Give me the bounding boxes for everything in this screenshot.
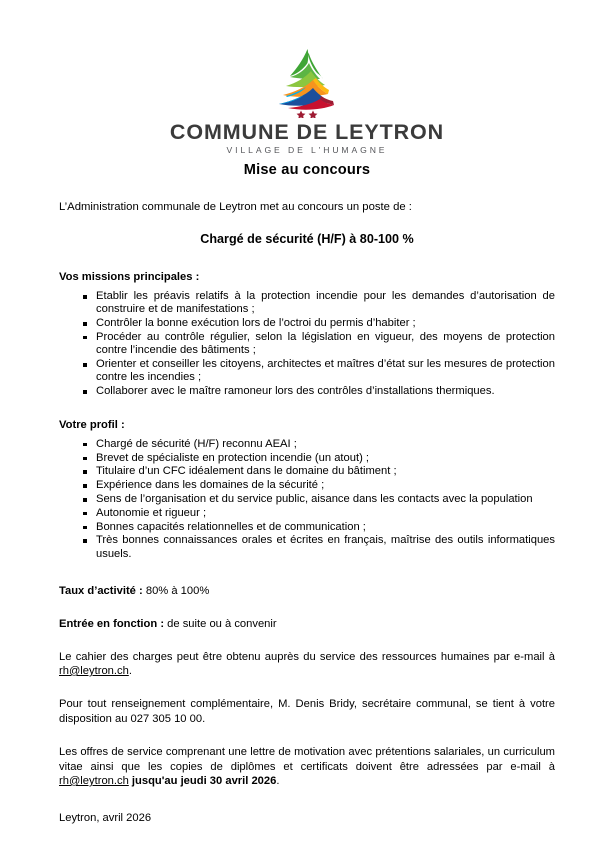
list-item: Etablir les préavis relatifs à la protection incendie pour les demandes d’autorisation de construire et de manifestations ; xyxy=(83,290,555,317)
offers-text-before: Les offres de service comprenant une lettre de motivation avec prétentions salariales, un curriculum vitae ainsi que les copies de diplômes et certificats doivent être adressées par e-mail à xyxy=(59,746,555,773)
offers-text-after: . xyxy=(276,774,280,787)
list-item: Autonomie et rigueur ; xyxy=(83,507,555,520)
email-link-rh[interactable]: rh@leytron.ch xyxy=(59,664,129,677)
email-link-rh-2[interactable]: rh@leytron.ch xyxy=(59,774,129,787)
charges-paragraph xyxy=(59,650,555,679)
page-title: Mise au concours xyxy=(243,162,371,178)
activity-rate-label: Taux d’activité : xyxy=(59,584,143,597)
list-item: Brevet de spécialiste en protection incendie (un atout) ; xyxy=(83,452,555,465)
list-item: Titulaire d’un CFC idéalement dans le domaine du bâtiment ; xyxy=(83,465,555,478)
activity-rate-value: 80% à 100% xyxy=(142,584,210,597)
charges-text-after: . xyxy=(128,664,132,677)
list-item: Chargé de sécurité (H/F) reconnu AEAI ; xyxy=(83,438,555,451)
list-item: Procéder au contrôle régulier, selon la législation en vigueur, des moyens de protection contre l’incendie des bâtiments ; xyxy=(83,331,555,358)
start-date xyxy=(59,617,555,631)
list-item: Très bonnes connaissances orales et écrites en français, maîtrise des outils informatiques usuels. xyxy=(83,534,555,561)
list-item: Collaborer avec le maître ramoneur lors des contrôles d’installations thermiques. xyxy=(83,385,555,398)
commune-logo xyxy=(0,0,614,155)
list-item: Orienter et conseiller les citoyens, architectes et maîtres d’état sur les mesures de protection contre les incendies ; xyxy=(83,358,555,385)
job-title: Chargé de sécurité (H/F) à 80-100 % xyxy=(200,232,414,246)
profile-heading: Votre profil : xyxy=(59,418,125,431)
offers-paragraph xyxy=(59,745,555,788)
profile-list xyxy=(59,438,555,561)
contact-paragraph: Pour tout renseignement complémentaire, M. Denis Bridy, secrétaire communal, se tient à votre disposition au 027 305 10 00. xyxy=(59,698,555,725)
logo-tagline: VILLAGE DE L'HUMAGNE xyxy=(226,144,388,155)
spacer xyxy=(59,399,555,419)
logo-wordmark: COMMUNE DE LEYTRON xyxy=(169,120,445,144)
signoff: Leytron, avril 2026 xyxy=(59,812,152,825)
list-item: Expérience dans les domaines de la sécurité ; xyxy=(83,479,555,492)
list-item: Contrôler la bonne exécution lors de l’octroi du permis d’habiter ; xyxy=(83,317,555,330)
document-body xyxy=(59,162,555,825)
spacer xyxy=(59,562,555,584)
application-deadline: jusqu'au jeudi 30 avril 2026 xyxy=(128,774,277,787)
missions-list xyxy=(59,290,555,398)
missions-heading: Vos missions principales : xyxy=(59,271,200,283)
intro-paragraph: L’Administration communale de Leytron met au concours un poste de : xyxy=(59,201,412,213)
charges-text-before: Le cahier des charges peut être obtenu auprès du service des ressources humaines par e-mail à xyxy=(59,650,555,663)
start-date-label: Entrée en fonction : xyxy=(59,617,165,630)
activity-rate xyxy=(59,584,555,598)
leytron-emblem-icon xyxy=(262,46,352,118)
start-date-value: de suite ou à convenir xyxy=(164,617,277,630)
list-item: Sens de l’organisation et du service public, aisance dans les contacts avec la population xyxy=(83,493,555,506)
list-item: Bonnes capacités relationnelles et de communication ; xyxy=(83,521,555,534)
